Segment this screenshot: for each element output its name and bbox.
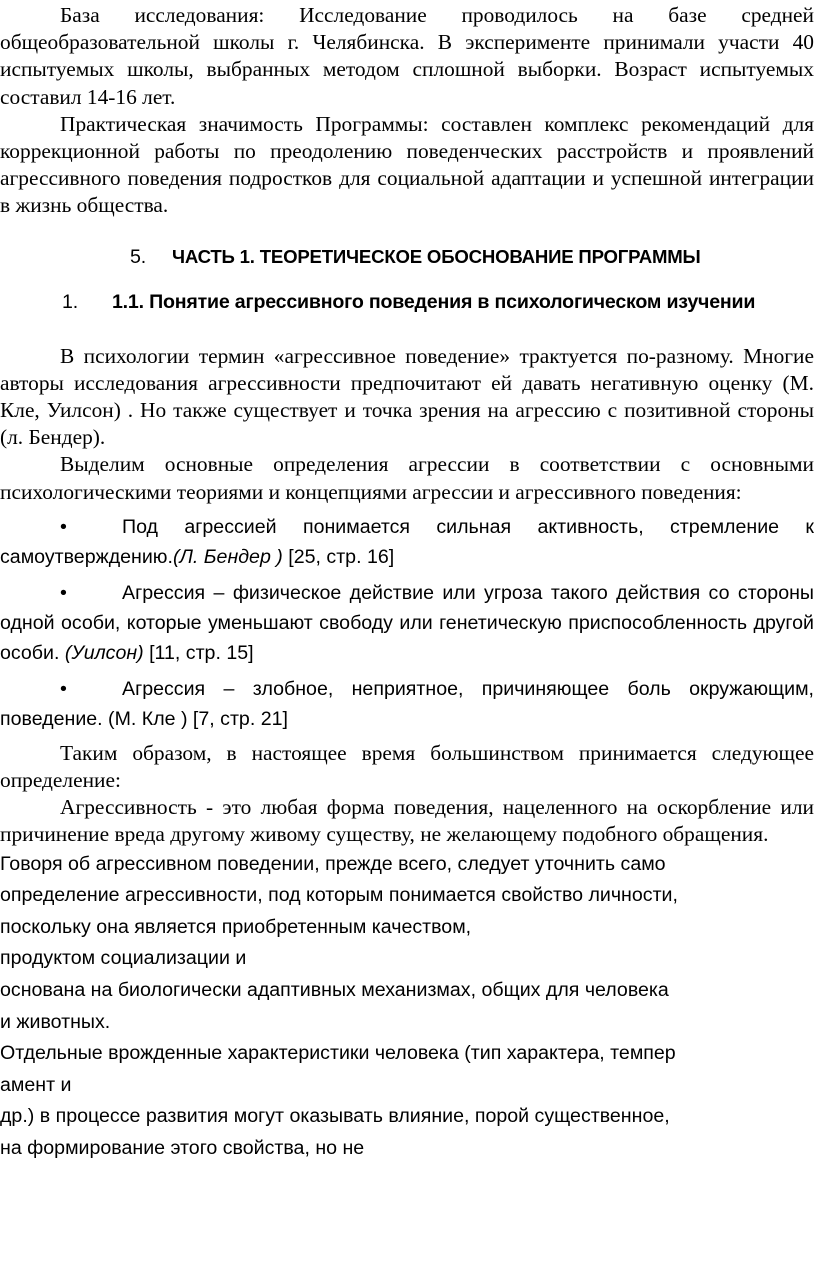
- bullet-marker: •: [60, 515, 67, 538]
- definition-bullet: [0, 512, 814, 572]
- text-line: на формирование этого свойства, но не: [0, 1137, 365, 1159]
- bullet-ref: [25, стр. 16]: [282, 545, 395, 568]
- text-line: определение агрессивности, под которым понимается свойство личности,: [0, 884, 678, 907]
- text-block-aggressive-behavior: [0, 849, 814, 1165]
- text-line: поскольку она является приобретенным качеством,: [0, 915, 472, 938]
- bullet-author: (Л. Бендер ): [172, 545, 283, 568]
- text-line: продуктом социализации и: [0, 947, 247, 970]
- text-line: основана на биологически адаптивных механизмах, общих для человека: [0, 979, 669, 1002]
- bullet-text: Агрессия – злобное, неприятное, причиняющее боль окружающим, поведение. (М. Кле ) [7, стр. 21]: [0, 677, 814, 730]
- bullet-text: Агрессия – физическое действие или угроза такого действия со стороны одной особи, которые уменьшают свободу или генетическую приспособленность другой особи.: [0, 581, 814, 664]
- definition-bullet: [0, 674, 814, 734]
- paragraph-term: В психологии термин «агрессивное поведение» трактуется по-разному. Многие авторы исследования агрессивности предпочитают ей давать негативную оценку (М. Кле, Уилсон) . Но также существует и точка зрения на агрессию с позитивной стороны (л. Бендер).: [0, 343, 814, 450]
- text-line: Говоря об агрессивном поведении, прежде всего, следует уточнить само: [0, 852, 666, 875]
- subsection-number: 1.: [62, 290, 78, 313]
- bullet-marker: •: [60, 677, 67, 700]
- paragraph-practical-significance: Практическая значимость Программы: составлен комплекс рекомендаций для коррекционной работы по преодолению поведенческих расстройств и проявлений агрессивного поведения подростков для социальной адаптации и успешной интеграции в жизнь общества.: [0, 111, 814, 218]
- paragraph-definitions-intro: Выделим основные определения агрессии в соответствии с основными психологическими теориями и концепциями агрессии и агрессивного поведения:: [0, 452, 814, 504]
- section-heading: [0, 237, 814, 277]
- text-line: др.) в процессе развития могут оказывать влияние, порой существенное,: [0, 1105, 670, 1128]
- bullet-author: (Уилсон): [64, 641, 144, 664]
- definition-bullet: [0, 578, 814, 668]
- text-line: амент и: [0, 1073, 72, 1096]
- section-number: 5.: [130, 245, 146, 268]
- section-title: ЧАСТЬ 1. ТЕОРЕТИЧЕСКОЕ ОБОСНОВАНИЕ ПРОГРАММЫ: [171, 245, 701, 267]
- paragraph-study-base: База исследования: Исследование проводилось на базе средней общеобразовательной школы г. Челябинска. В эксперименте принимали участи 40 испытуемых школы, выбранных методом сплошной выборки. Возраст испытуемых составил 14-16 лет.: [0, 3, 814, 109]
- bullet-text: Под агрессией понимается сильная активность, стремление к самоутверждению.: [0, 515, 814, 568]
- subsection-title: 1.1. Понятие агрессивного поведения в психологическом изучении: [111, 290, 756, 313]
- paragraph-thus: Таким образом, в настоящее время большинством принимается следующее определение:: [0, 740, 814, 793]
- text-line: Отдельные врожденные характеристики человека (тип характера, темпер: [0, 1042, 676, 1065]
- bullet-ref: [11, стр. 15]: [143, 641, 254, 664]
- bullet-marker: •: [60, 581, 67, 604]
- subsection-heading: [0, 287, 814, 317]
- paragraph-aggressiveness-definition: Агрессивность - это любая форма поведения, нацеленного на оскорбление или причинение вреда другому живому существу, не желающему подобного обращения.: [0, 795, 814, 847]
- text-line: и животных.: [0, 1010, 111, 1033]
